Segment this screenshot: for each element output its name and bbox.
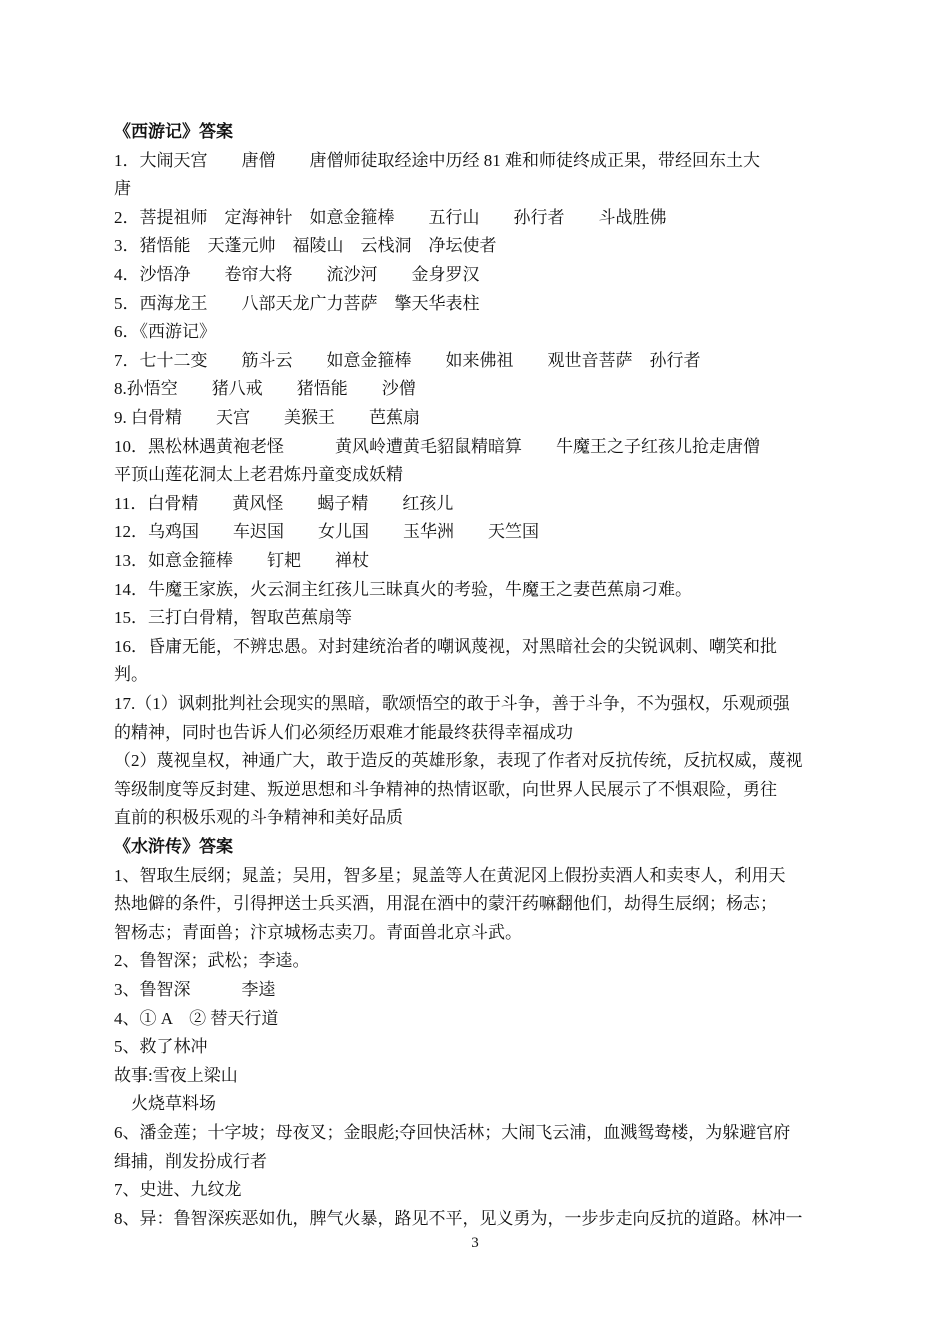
text-line: 8、异：鲁智深疾恶如仇，脾气火暴，路见不平，见义勇为，一步步走向反抗的道路。林冲一 <box>114 1209 803 1228</box>
text-line: 5．西海龙王 八部天龙广力菩萨 擎天华表柱 <box>114 294 480 313</box>
text-line: 4、① A ② 替天行道 <box>114 1009 279 1028</box>
text-line: 2．菩提祖师 定海神针 如意金箍棒 五行山 孙行者 斗战胜佛 <box>114 208 667 227</box>
section-heading: 《西游记》答案 <box>114 122 233 141</box>
text-line: 故事:雪夜上梁山 <box>114 1066 238 1085</box>
text-line: 智杨志；青面兽；汴京城杨志卖刀。青面兽北京斗武。 <box>114 923 522 942</box>
text-line: 1、智取生辰纲；晁盖；吴用，智多星；晁盖等人在黄泥冈上假扮卖酒人和卖枣人，利用天 <box>114 866 786 885</box>
text-line: 7．七十二变 筋斗云 如意金箍棒 如来佛祖 观世音菩萨 孙行者 <box>114 351 701 370</box>
text-line: 2、鲁智深；武松；李逵。 <box>114 951 310 970</box>
text-line: 1．大闹天宫 唐僧 唐僧师徒取经途中历经 81 难和师徒终成正果，带经回东土大 <box>114 151 760 170</box>
text-line: 9. 白骨精 天宫 美猴王 芭蕉扇 <box>114 408 420 427</box>
text-line: 3、鲁智深 李逵 <box>114 980 276 999</box>
text-line: 16．昏庸无能，不辨忠愚。对封建统治者的嘲讽蔑视，对黑暗社会的尖锐讽刺、嘲笑和批 <box>114 637 777 656</box>
text-line: 10．黑松林遇黄袍老怪 黄风岭遭黄毛貂鼠精暗算 牛魔王之子红孩儿抢走唐僧 <box>114 437 760 456</box>
text-line: 直前的积极乐观的斗争精神和美好品质 <box>114 808 403 827</box>
text-line: 12．乌鸡国 车迟国 女儿国 玉华洲 天竺国 <box>114 522 539 541</box>
text-line: 缉捕，削发扮成行者 <box>114 1152 267 1171</box>
text-line: 火烧草料场 <box>114 1094 216 1113</box>
page-number: 3 <box>471 1235 479 1251</box>
section-heading: 《水浒传》答案 <box>114 837 233 856</box>
text-line: 唐 <box>114 179 131 198</box>
text-line: 14．牛魔王家族，火云洞主红孩儿三昧真火的考验，牛魔王之妻芭蕉扇刁难。 <box>114 580 692 599</box>
text-line: 6、潘金莲；十字坡；母夜叉；金眼彪;夺回快活林；大闹飞云浦，血溅鸳鸯楼，为躲避官府 <box>114 1123 791 1142</box>
text-line: 6．《西游记》 <box>114 322 216 341</box>
text-line: 5、救了林冲 <box>114 1037 208 1056</box>
text-line: 等级制度等反封建、叛逆思想和斗争精神的热情讴歌，向世界人民展示了不惧艰险，勇往 <box>114 780 777 799</box>
text-line: 8.孙悟空 猪八戒 猪悟能 沙僧 <box>114 379 416 398</box>
text-line: 4．沙悟净 卷帘大将 流沙河 金身罗汉 <box>114 265 480 284</box>
text-line: 17.（1）讽刺批判社会现实的黑暗，歌颂悟空的敢于斗争，善于斗争，不为强权，乐观顽强 <box>114 694 790 713</box>
text-line: 15．三打白骨精，智取芭蕉扇等 <box>114 608 352 627</box>
text-line: 3．猪悟能 天蓬元帅 福陵山 云栈洞 净坛使者 <box>114 236 497 255</box>
text-line: 平顶山莲花洞太上老君炼丹童变成妖精 <box>114 465 403 484</box>
text-line: 判。 <box>114 665 148 684</box>
text-line: 7、史进、九纹龙 <box>114 1180 242 1199</box>
text-line: 的精神，同时也告诉人们必须经历艰难才能最终获得幸福成功 <box>114 723 573 742</box>
text-line: 13．如意金箍棒 钉耙 禅杖 <box>114 551 369 570</box>
text-line: 热地僻的条件，引得押送士兵买酒，用混在酒中的蒙汗药嘛翻他们，劫得生辰纲；杨志； <box>114 894 777 913</box>
text-line: （2）蔑视皇权，神通广大，敢于造反的英雄形象，表现了作者对反抗传统，反抗权威，蔑视 <box>114 751 803 770</box>
text-line: 11．白骨精 黄风怪 蝎子精 红孩儿 <box>114 494 454 513</box>
